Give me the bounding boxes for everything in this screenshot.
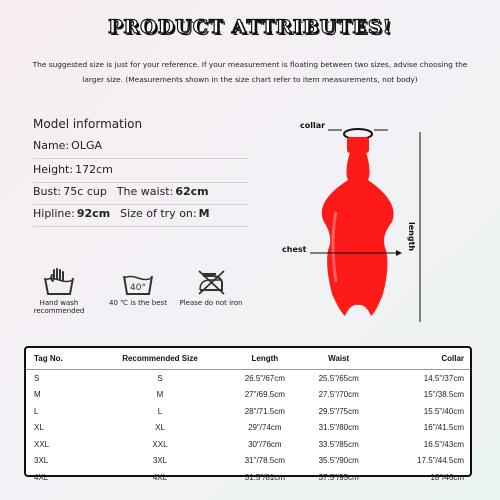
height-label: Height: (33, 163, 74, 176)
size-table (26, 348, 470, 486)
table-cell: 29.5"/75cm (318, 406, 359, 416)
table-cell: 28"/71.5cm (244, 406, 285, 416)
table-cell: 30"/76cm (248, 439, 282, 449)
table-cell: M (156, 390, 164, 400)
hand-wash-icon (42, 268, 76, 296)
model-bust-waist-row (33, 182, 248, 205)
care-wash-temp (103, 268, 173, 307)
table-cell: 31"/78.5cm (244, 456, 285, 466)
model-hipline-row (33, 204, 248, 227)
waist-label: The waist: (116, 185, 174, 198)
table-body (26, 370, 470, 486)
table-cell: L (34, 406, 39, 416)
table-header-row (26, 348, 470, 370)
table-cell: S (34, 373, 40, 383)
tryon-value: M (198, 207, 210, 220)
wash-temp-value: 40° (130, 283, 146, 293)
table-cell: 16.5"/43cm (423, 439, 464, 449)
table-cell: 4XL (34, 472, 49, 482)
length-label: length (407, 222, 416, 252)
table-cell: 37.5"/95cm (318, 472, 359, 482)
name-value: OLGA (71, 139, 103, 152)
table-cell: XL (155, 423, 165, 433)
table-cell: XXL (152, 439, 168, 449)
table-cell: 15"/38.5cm (423, 390, 464, 400)
table-cell: 4XL (152, 472, 168, 482)
neck-band (347, 137, 369, 153)
model-info-heading: Model information (33, 117, 143, 131)
model-name-row (33, 136, 248, 159)
collar-label: collar (300, 121, 326, 130)
table-cell: 3XL (34, 456, 49, 466)
table-cell: M (34, 390, 41, 400)
column-header: Tag No. (26, 348, 92, 370)
table-cell: 27.5"/70cm (318, 390, 359, 400)
hipline-value: 92cm (76, 207, 111, 220)
table-cell: L (157, 406, 163, 416)
table-row (26, 370, 470, 387)
wash-temperature-icon (121, 268, 155, 296)
page-title: PRODUCT ATTRIBUTES! (108, 16, 392, 38)
bust-label: Bust: (33, 185, 62, 198)
table-cell: 3XL (152, 456, 168, 466)
chest-label: chest (282, 245, 307, 254)
table-cell: 33.5"/85cm (318, 439, 359, 449)
table-cell: XL (34, 423, 44, 433)
column-header: Recommended Size (92, 348, 228, 370)
table-cell: 31.5"/80cm (318, 423, 359, 433)
model-height-row (33, 160, 248, 183)
tryon-label: Size of try on: (120, 207, 197, 220)
chest-arrowhead (396, 250, 402, 256)
hand-wash-label: Hand wash recommended (33, 299, 85, 315)
table-cell: 25.5"/65cm (318, 373, 359, 383)
care-no-iron (176, 268, 246, 307)
size-advice-text: The suggested size is just for your reference. If your measurement is floating between two sizes, advise choosing the larger size. (Measurements shown in the size chart refer to item measurements, not body) (32, 60, 468, 84)
care-hand-wash (24, 268, 94, 315)
no-iron-label: Please do not iron (179, 299, 243, 307)
table-cell: XXL (34, 439, 50, 449)
table-row (26, 403, 470, 420)
table-cell: 26.5"/67cm (244, 373, 285, 383)
table-row (26, 453, 470, 470)
table-cell: 14.5"/37cm (423, 373, 464, 383)
column-header: Waist (302, 348, 376, 370)
table-cell: 29"/74cm (248, 423, 282, 433)
waist-value: 62cm (175, 185, 209, 198)
table-row (26, 436, 470, 453)
bodysuit-illustration (270, 112, 470, 342)
table-row (26, 420, 470, 437)
height-value: 172cm (75, 163, 113, 176)
size-chart (24, 346, 472, 482)
column-header: Length (228, 348, 302, 370)
garment-diagram (270, 112, 470, 342)
table-cell: 31.5"/81cm (244, 472, 285, 482)
table-cell: 16"/41.5cm (423, 423, 464, 433)
table-cell: 27"/69.5cm (244, 390, 285, 400)
table-cell: 35.5"/90cm (318, 456, 359, 466)
table-cell: 18"/46cm (430, 472, 464, 482)
name-label: Name: (33, 139, 70, 152)
table-row (26, 469, 470, 486)
table-cell: 17.5"/44.5cm (417, 456, 464, 466)
table-cell: 15.5"/40cm (423, 406, 464, 416)
bust-value: 75c cup (63, 185, 107, 198)
table-cell: S (157, 373, 163, 383)
column-header: Collar (376, 348, 470, 370)
hipline-label: Hipline: (33, 207, 75, 220)
wash-temp-label: 40 ℃ is the best (109, 299, 167, 307)
no-iron-icon (194, 268, 228, 296)
table-row (26, 387, 470, 404)
